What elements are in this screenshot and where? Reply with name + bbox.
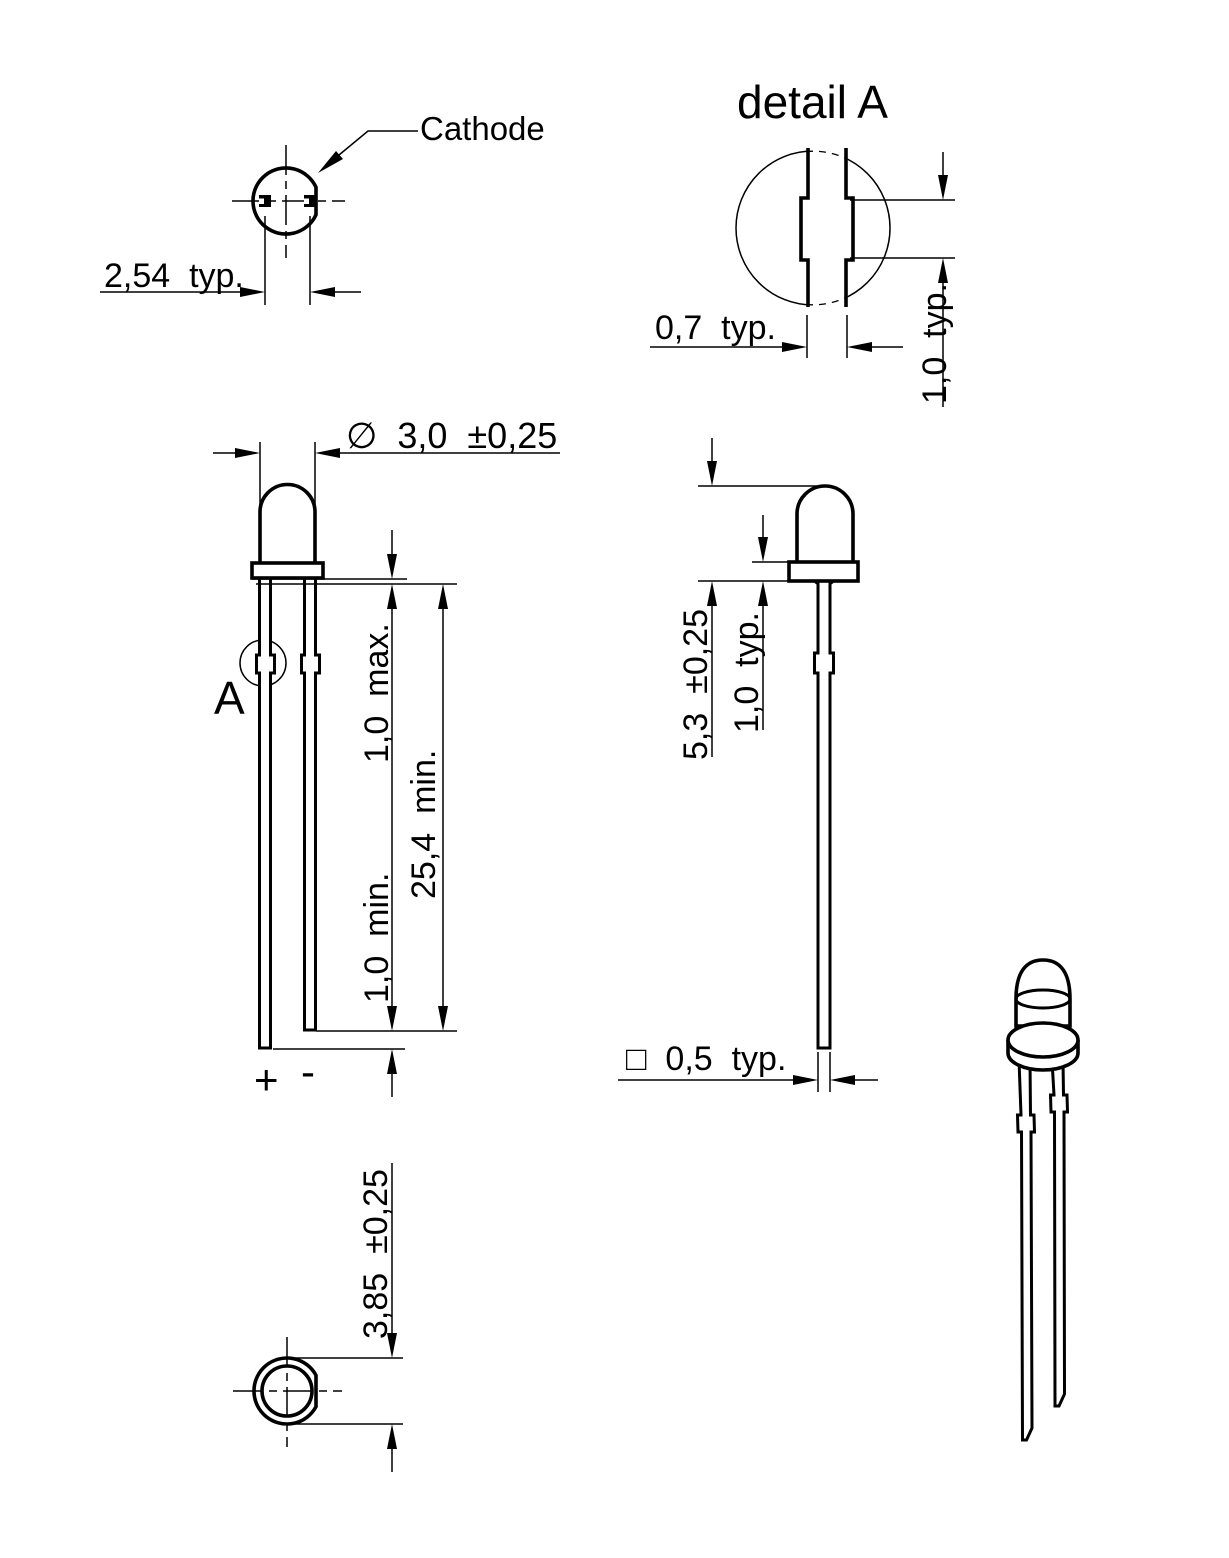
side-lead [815,581,834,1048]
detail-a-view [650,146,955,407]
pictorial-view [1008,960,1078,1440]
detail-lead-width-dimension: 0,7 typ. [655,309,776,347]
meniscus-max-dimension: 1,0 max. [358,623,396,763]
cathode-polarity-mark: - [301,1048,315,1095]
cathode-label: Cathode [420,110,545,147]
pictorial-anode-lead [1018,1060,1035,1440]
cathode-leader-arrow [318,131,418,173]
epoxy-dome [260,484,315,563]
anode-polarity-mark: + [254,1056,279,1103]
lead-length-dimension: 25,4 min. [405,749,443,899]
flange-width-dimension: 3,85 ±0,25 [357,1169,395,1339]
pictorial-cathode-lead [1051,1060,1068,1406]
flange [252,563,323,578]
body-diameter-dimension: ∅ 3,0 ±0,25 [346,415,558,456]
detail-a-title: detail A [737,76,888,128]
pictorial-flange-top [1008,1023,1078,1057]
detail-standoff-height-dimension: 1,0 typ. [916,283,954,404]
side-flange [789,562,858,581]
overall-height-dimension: 5,3 ±0,25 [677,609,715,760]
flange-thickness-dimension: 1,0 typ. [728,612,766,733]
lead-tip-offset-dimension: 1,0 min. [358,872,396,1003]
lead-pitch-dimension: 2,54 typ. [104,257,244,295]
side-epoxy-dome [797,486,853,562]
side-view [618,438,878,1092]
lead-square-section-dimension: □ 0,5 typ. [626,1040,787,1078]
cathode-lead [302,578,320,1030]
detail-a-marker: A [214,672,245,724]
anode-lead [257,578,275,1048]
